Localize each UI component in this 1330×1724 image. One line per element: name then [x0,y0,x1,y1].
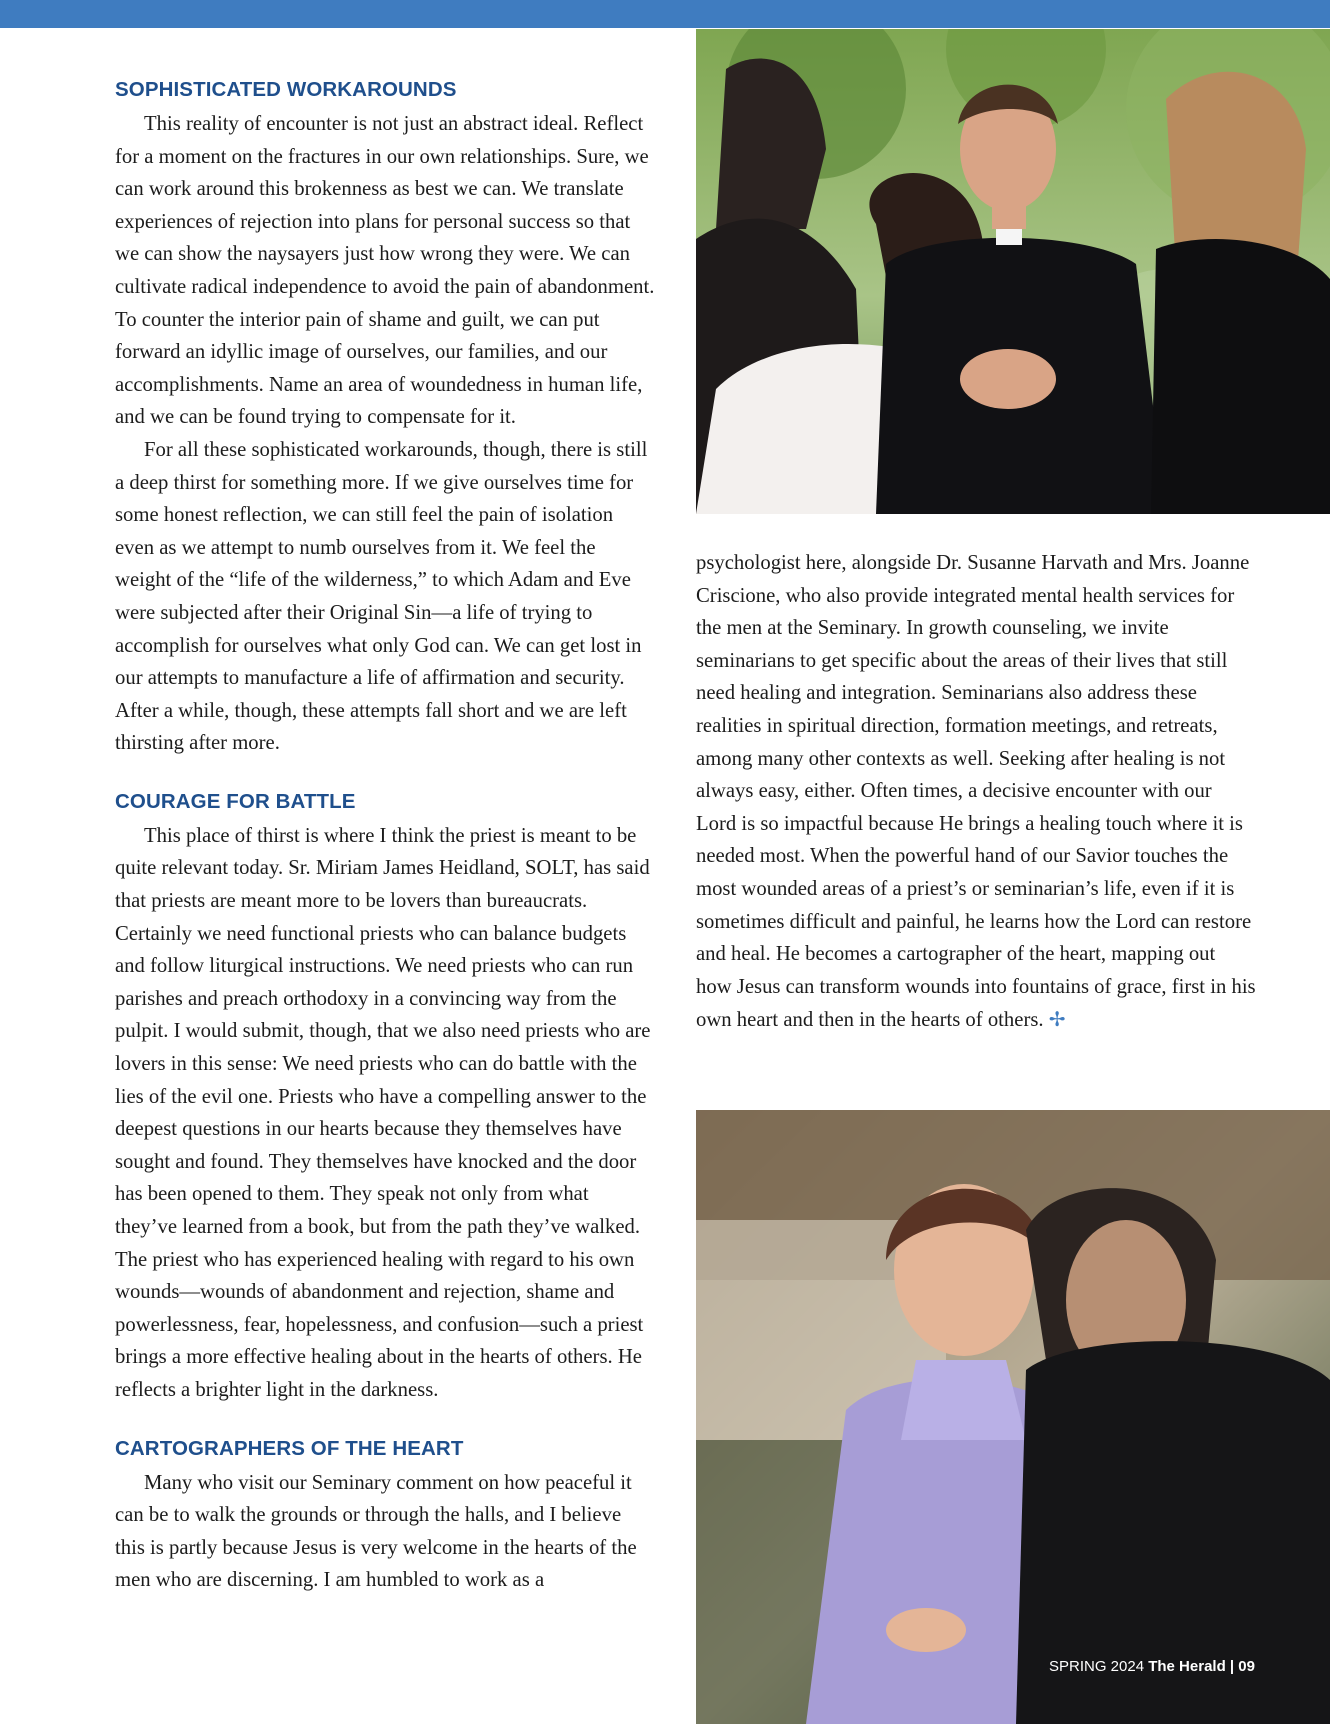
body-paragraph: This reality of encounter is not just an abstract ideal. Reflect for a moment on the fractures in our own relationships. Sure, we can work around this brokenness as best we can. We translate experiences of rejection into plans for personal success so that we can show the naysayers just how wrong they were. We can cultivate radical independence to avoid the pain of abandonment. To counter the interior pain of shame and guilt, we can put forward an idyllic image of ourselves, our families, and our accomplishments. Name an area of woundedness in human life, and we can be found trying to compensate for it. [115,113,655,429]
section-heading: COURAGE FOR BATTLE [115,789,356,813]
footer-publication: The Herald [1148,1658,1226,1675]
body-paragraph-continued [696,547,1256,1037]
seminarian-group-photo [696,29,1330,514]
footer-separator: | [1229,1658,1235,1675]
body-paragraph: Many who visit our Seminary comment on how peaceful it can be to walk the grounds or through the halls, and I believe this is partly because Jesus is very welcome in the hearts of the men who are discerning. I am humbled to work as a [115,1471,637,1592]
body-paragraph: For all these sophisticated workarounds, though, there is still a deep thirst for something more. If we give ourselves time for some honest reflection, we can still feel the pain of isolation even as we attempt to numb ourselves from it. We feel the weight of the “life of the wilderness,” to which Adam and Eve were subjected after their Original Sin—a life of trying to accomplish for ourselves what only God can. We can get lost in our attempts to manufacture a life of affirmation and security. After a while, though, these attempts fall short and we are left thirsting after more. [115,438,648,755]
photo-illustration [696,29,1330,514]
article-left-column [115,76,655,1597]
page-footer [1049,1658,1255,1675]
top-color-bar [0,0,1330,28]
section-heading: CARTOGRAPHERS OF THE HEART [115,1436,464,1460]
article-end-mark-icon: ✢ [1048,1007,1066,1032]
photo-illustration [696,1110,1330,1724]
article-right-column [696,547,1256,1037]
page-number: 09 [1238,1658,1255,1675]
body-paragraph: This place of thirst is where I think the priest is meant to be quite relevant today. Sr. Miriam James Heidland, SOLT, has said that priests are meant more to be lovers than bureaucrats. Certainly we need functional priests who can balance budgets and follow liturgical instructions. We need priests who can run parishes and preach orthodoxy in a convincing way from the pulpit. I would submit, though, that we also need priests who are lovers in this sense: We need priests who can do battle with the lies of the evil one. Priests who have a compelling answer to the deepest questions in our hearts because they themselves have sought and found. They themselves have knocked and the door has been opened to them. They speak not only from what they’ve learned from a book, but from the path they’ve walked. The priest who has experienced healing with regard to his own wounds—wounds of abandonment and rejection, shame and powerlessness, fear, hopelessness, and confusion—such a priest brings a more effective healing about in the hearts of others. He reflects a brighter light in the darkness. [115,824,651,1401]
counselor-conversation-photo [696,1110,1330,1724]
continuation-text: psychologist here, alongside Dr. Susanne Harvath and Mrs. Joanne Criscione, who also provide integrated mental health services for the men at the Seminary. In growth counseling, we invite seminarians to get specific about the areas of their lives that still need healing and integration. Seminarians also address these realities in spiritual direction, formation meetings, and retreats, among many other contexts as well. Seeking after healing is not always easy, either. Often times, a decisive encounter with our Lord is so impactful because He brings a healing touch where it is needed most. When the powerful hand of our Savior touches the most wounded areas of a priest’s or seminarian’s life, even if it is sometimes difficult and painful, he learns how the Lord can restore and heal. He becomes a cartographer of the heart, mapping out how Jesus can transform wounds into fountains of grace, first in his own heart and then in the hearts of others. [696,552,1256,1032]
footer-season: SPRING 2024 [1049,1658,1145,1675]
section-heading: SOPHISTICATED WORKAROUNDS [115,78,457,101]
